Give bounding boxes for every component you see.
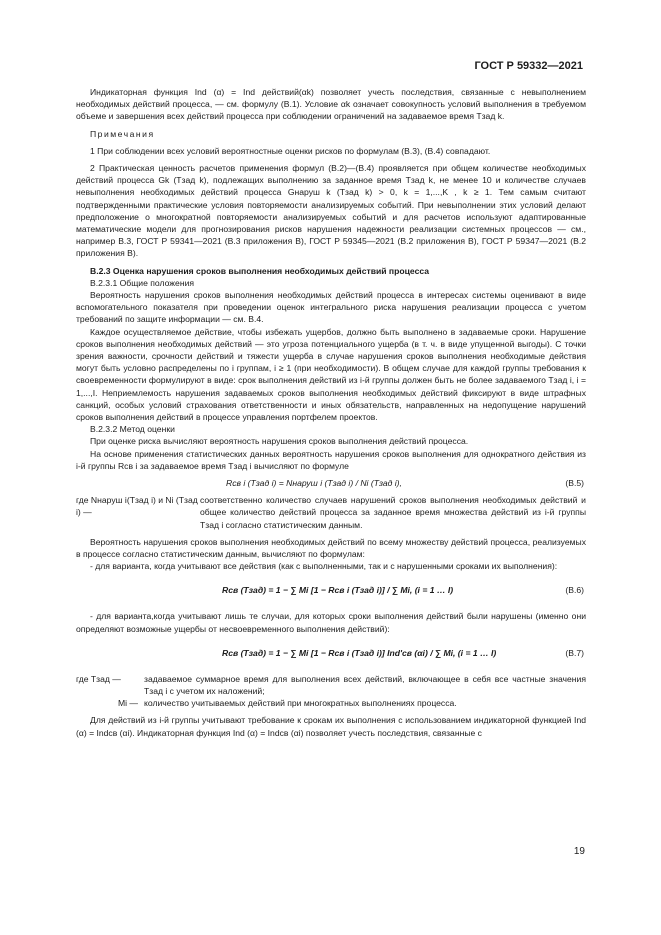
formula-b6 (76, 572, 586, 610)
formula-b7-expression: Rсв (Tзад) = 1 − ∑ Mi [1 − Rсв i (Tзад i)] Ind'св (αi) / ∑ Mi, (i = 1 … I) (222, 647, 497, 658)
formula-b7-number: (В.7) (565, 647, 584, 658)
formula-b7 (76, 635, 586, 673)
where-b7-label-2: Mi — (117, 698, 138, 709)
where-b7-definition-1: задаваемое суммарное время для выполнения всех действий, включающее в себя все частные значения Tзад i с учетом их наложений; (144, 673, 586, 696)
paragraph-overall-probability: Вероятность нарушения сроков выполнения необходимых действий по всему множеству действий процесса, реализуемых в процессе согласно статистическим данным, вычисляют по формулам: (76, 536, 586, 559)
formula-b5 (76, 472, 586, 494)
paragraph-actions: Каждое осуществляемое действие, чтобы избежать ущербов, должно быть выполнено в задаваемые сроки. Нарушение сроков выполнения необходимых действий — это угроза потенциального ущерба (в т. ч. в виде упущенной выгоды). С точки зрения важности, срочности действий и тяжести ущерба в случае нарушения сроков выполнения необходимые действия могут быть условно распределены по i группам, i ≥ 1 (при необходимости). В общем случае для каждой группы требования к своевременности формулируют в виде: срок выполнения действий из i-й группы должен быть не более задаваемого Tзад i, i = 1,...,I. Неприемлемость нарушения задаваемых сроков выполнения необходимых действий фиксируют в виде штрафных санкций, особых условий страхования ответственности и иных обязательств, направленных на недопущение нарушений сроков выполнения действий в процессе управления портфелем проектов. (76, 326, 586, 423)
where-b5-definition: соответственно количество случаев нарушений сроков выполнения необходимых действий и общее количество действий процесса за заданное время множества действий из i-й группы Tзад i согласно статистическим данным. (200, 495, 586, 530)
page-number: 19 (573, 846, 585, 857)
where-b5-label: где Nнаруш i(Tзад i) и Ni (Tзад i) — (76, 495, 198, 518)
where-b7-definition-2: количество учитываемых действий при многократных выполнениях процесса. (144, 698, 457, 709)
paragraph-probability: Вероятность нарушения сроков выполнения необходимых действий процесса в интересах системы оценивают в виде вспомогательного показателя при проведении оценок интегрального риска нарушения реализации процесса с учетом требований по защите информации — см. В.4. (76, 290, 586, 325)
note-2: 2 Практическая ценность расчетов применения формул (В.2)—(В.4) проявляется при общем количестве необходимых действий процесса Gk (Tзад k), подлежащих выполнению за заданное время Tзад k, не менее 10 и количестве случаев невыполнения необходимых действий процесса Gнаруш k (Tзад k) > 0, k = 1,...,K , k ≥ 1. Тем самым считают подтвержденными практические условия повторяемости анализируемых событий. При невыполнении этих условий делают предположение о многократной повторяемости анализируемых событий и для расчетов используют адаптированные математические модели для прогнозирования рисков нарушения надежности реализации системных процессов — см., например В.3, ГОСТ Р 59341—2021 (В.3 приложения В), ГОСТ Р 59345—2021 (В.2 приложения В), ГОСТ Р 59347—2021 (В.2 приложения В). (76, 163, 586, 259)
where-b7-tzad (76, 673, 586, 697)
where-b7-label-1: где Tзад — (76, 673, 121, 684)
paragraph-statistics: На основе применения статистических данных вероятность нарушения сроков выполнения для однократного действия из i-й группы Rсв i за задаваемое время Tзад i вычисляют по формуле (76, 448, 586, 471)
formula-b5-expression: Rсв i (Tзад i) = Nнаруш i (Tзад i) / Ni (Tзад i), (226, 478, 402, 489)
section-heading-b231: В.2.3.1 Общие положения (90, 277, 195, 288)
where-b5 (76, 494, 586, 531)
notes-title: Примечания (90, 128, 155, 139)
formula-b5-number: (В.5) (565, 478, 584, 489)
document-id: ГОСТ Р 59332—2021 (474, 60, 583, 72)
note-1: 1 При соблюдении всех условий вероятностные оценки рисков по формулам (В.3), (В.4) совпадают. (90, 145, 491, 156)
formula-b6-expression: Rсв (Tзад) = 1 − ∑ Mi [1 − Rсв i (Tзад i)] / ∑ Mi, (i = 1 … I) (222, 585, 454, 596)
formula-b6-number: (В.6) (565, 585, 584, 596)
section-heading-b232: В.2.3.2 Метод оценки (90, 424, 175, 435)
paragraph-indicator-group: Для действий из i-й группы учитывают требование к срокам их выполнения с использованием индикаторной функцией Ind (α) = Indсв (αi). Индикаторная функция Ind (α) = Indсв (αi) позволяет учесть последствия, связанные с (76, 715, 586, 738)
where-b7-mi (76, 697, 586, 709)
page-body (76, 86, 586, 739)
paragraph-variant-violated: - для варианта,когда учитывают лишь те случаи, для которых сроки выполнения действий были нарушены (именно они определяют возможные ущербы от несвоевременного выполнения действий): (76, 611, 586, 634)
paragraph-indicator-function: Индикаторная функция Ind (α) = Ind действий(αk) позволяет учесть последствия, связанные с невыполнением необходимых действий процесса, — см. формулу (В.1). Условие αk означает совокупность условий выполнения в требуемом объеме и завершения всех действий процесса при соблюдении ограничений на задаваемое время Tзад k. (76, 87, 586, 122)
paragraph-risk-assessment: При оценке риска вычисляют вероятность нарушения сроков выполнения действий процесса. (90, 436, 469, 447)
section-heading-b23: В.2.3 Оценка нарушения сроков выполнения необходимых действий процесса (90, 265, 430, 276)
paragraph-variant-all: - для варианта, когда учитывают все действия (как с выполненными, так и с нарушенными сроками их выполнения): (90, 561, 558, 572)
